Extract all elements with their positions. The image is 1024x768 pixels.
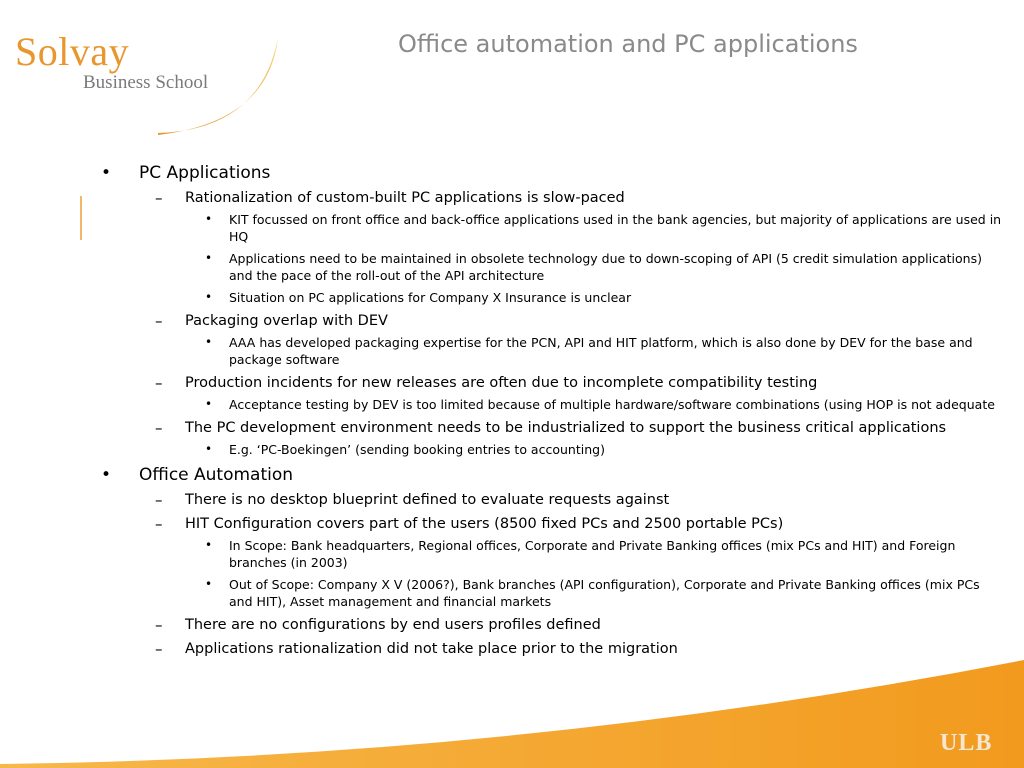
bullet-dot-icon: •	[101, 163, 112, 183]
bullet-text: Office Automation	[139, 465, 294, 485]
dash-icon: –	[155, 419, 163, 437]
dash-icon: –	[155, 491, 163, 509]
bullet-dot-icon: •	[205, 397, 213, 411]
dash-icon: –	[155, 616, 163, 634]
bullet-text: PC Applications	[139, 163, 271, 183]
detail-text: Applications need to be maintained in obsolete technology due to down-scoping of API (5 credit simulation applications) and the pace of the roll-out of the API architecture	[229, 251, 982, 283]
solvay-logo-text: Solvay	[15, 29, 130, 74]
slide-title: Office automation and PC applications	[398, 30, 858, 58]
detail-item	[185, 211, 1024, 245]
detail-item	[185, 334, 1024, 368]
detail-text: Acceptance testing by DEV is too limited because of multiple hardware/software combinations (using HOP is not adequate	[229, 397, 995, 412]
bullet-dot-icon: •	[205, 577, 213, 591]
bullet-list	[0, 162, 1024, 659]
bullet-dot-icon: •	[205, 290, 213, 304]
bullet-item	[0, 162, 1024, 458]
dash-icon: –	[155, 640, 163, 658]
sub-bullet-text: Packaging overlap with DEV	[185, 313, 388, 329]
sub-bullet-item	[139, 188, 1024, 306]
footer-wave-decoration	[0, 640, 1024, 768]
sub-bullet-item	[139, 418, 1024, 458]
logo-arc-icon	[150, 30, 290, 140]
dash-icon: –	[155, 515, 163, 533]
sub-bullet-text: The PC development environment needs to be industrialized to support the business critical applications	[185, 420, 947, 436]
sub-bullet-text: Rationalization of custom-built PC applications is slow-paced	[185, 190, 625, 206]
business-school-logo-text: Business School	[83, 72, 209, 93]
bullet-dot-icon: •	[205, 335, 213, 349]
dash-icon: –	[155, 312, 163, 330]
sub-bullet-item	[139, 514, 1024, 610]
bullet-dot-icon: •	[101, 465, 112, 485]
bullet-dot-icon: •	[205, 212, 213, 226]
dash-icon: –	[155, 189, 163, 207]
detail-text: KIT focussed on front office and back-office applications used in the bank agencies, but majority of applications are used in HQ	[229, 212, 1002, 244]
sub-bullet-item	[139, 490, 1024, 510]
slide-content	[0, 162, 1024, 665]
sub-bullet-item	[139, 615, 1024, 635]
sub-bullet-item	[139, 311, 1024, 368]
sub-bullet-text: There are no configurations by end users profiles defined	[185, 617, 601, 633]
bullet-dot-icon: •	[205, 538, 213, 552]
ulb-logo: ULB	[940, 730, 993, 756]
detail-text: Situation on PC applications for Company X Insurance is unclear	[229, 290, 632, 305]
bullet-dot-icon: •	[205, 251, 213, 265]
detail-text: In Scope: Bank headquarters, Regional offices, Corporate and Private Banking offices (mix PCs and HIT) and Foreign branches (in 2003)	[229, 538, 956, 570]
detail-item	[185, 441, 1024, 458]
detail-text: E.g. ‘PC-Boekingen’ (sending booking entries to accounting)	[229, 442, 605, 457]
sub-bullet-text: Production incidents for new releases are often due to incomplete compatibility testing	[185, 375, 818, 391]
sub-bullet-text: Applications rationalization did not take place prior to the migration	[185, 641, 678, 657]
detail-text: Out of Scope: Company X V (2006?), Bank branches (API configuration), Corporate and Private Banking offices (mix PCs and HIT), Asset management and financial markets	[229, 577, 980, 609]
detail-item	[185, 289, 1024, 306]
detail-text: AAA has developed packaging expertise for the PCN, API and HIT platform, which is also done by DEV for the base and package software	[229, 335, 973, 367]
detail-item	[185, 250, 1024, 284]
bullet-dot-icon: •	[205, 442, 213, 456]
sub-bullet-text: There is no desktop blueprint defined to evaluate requests against	[185, 492, 670, 508]
bullet-item	[0, 464, 1024, 659]
detail-item	[185, 537, 1024, 571]
sub-bullet-item	[139, 373, 1024, 413]
dash-icon: –	[155, 374, 163, 392]
detail-item	[185, 576, 1024, 610]
detail-item	[185, 396, 1024, 413]
sub-bullet-text: HIT Configuration covers part of the users (8500 fixed PCs and 2500 portable PCs)	[185, 516, 784, 532]
